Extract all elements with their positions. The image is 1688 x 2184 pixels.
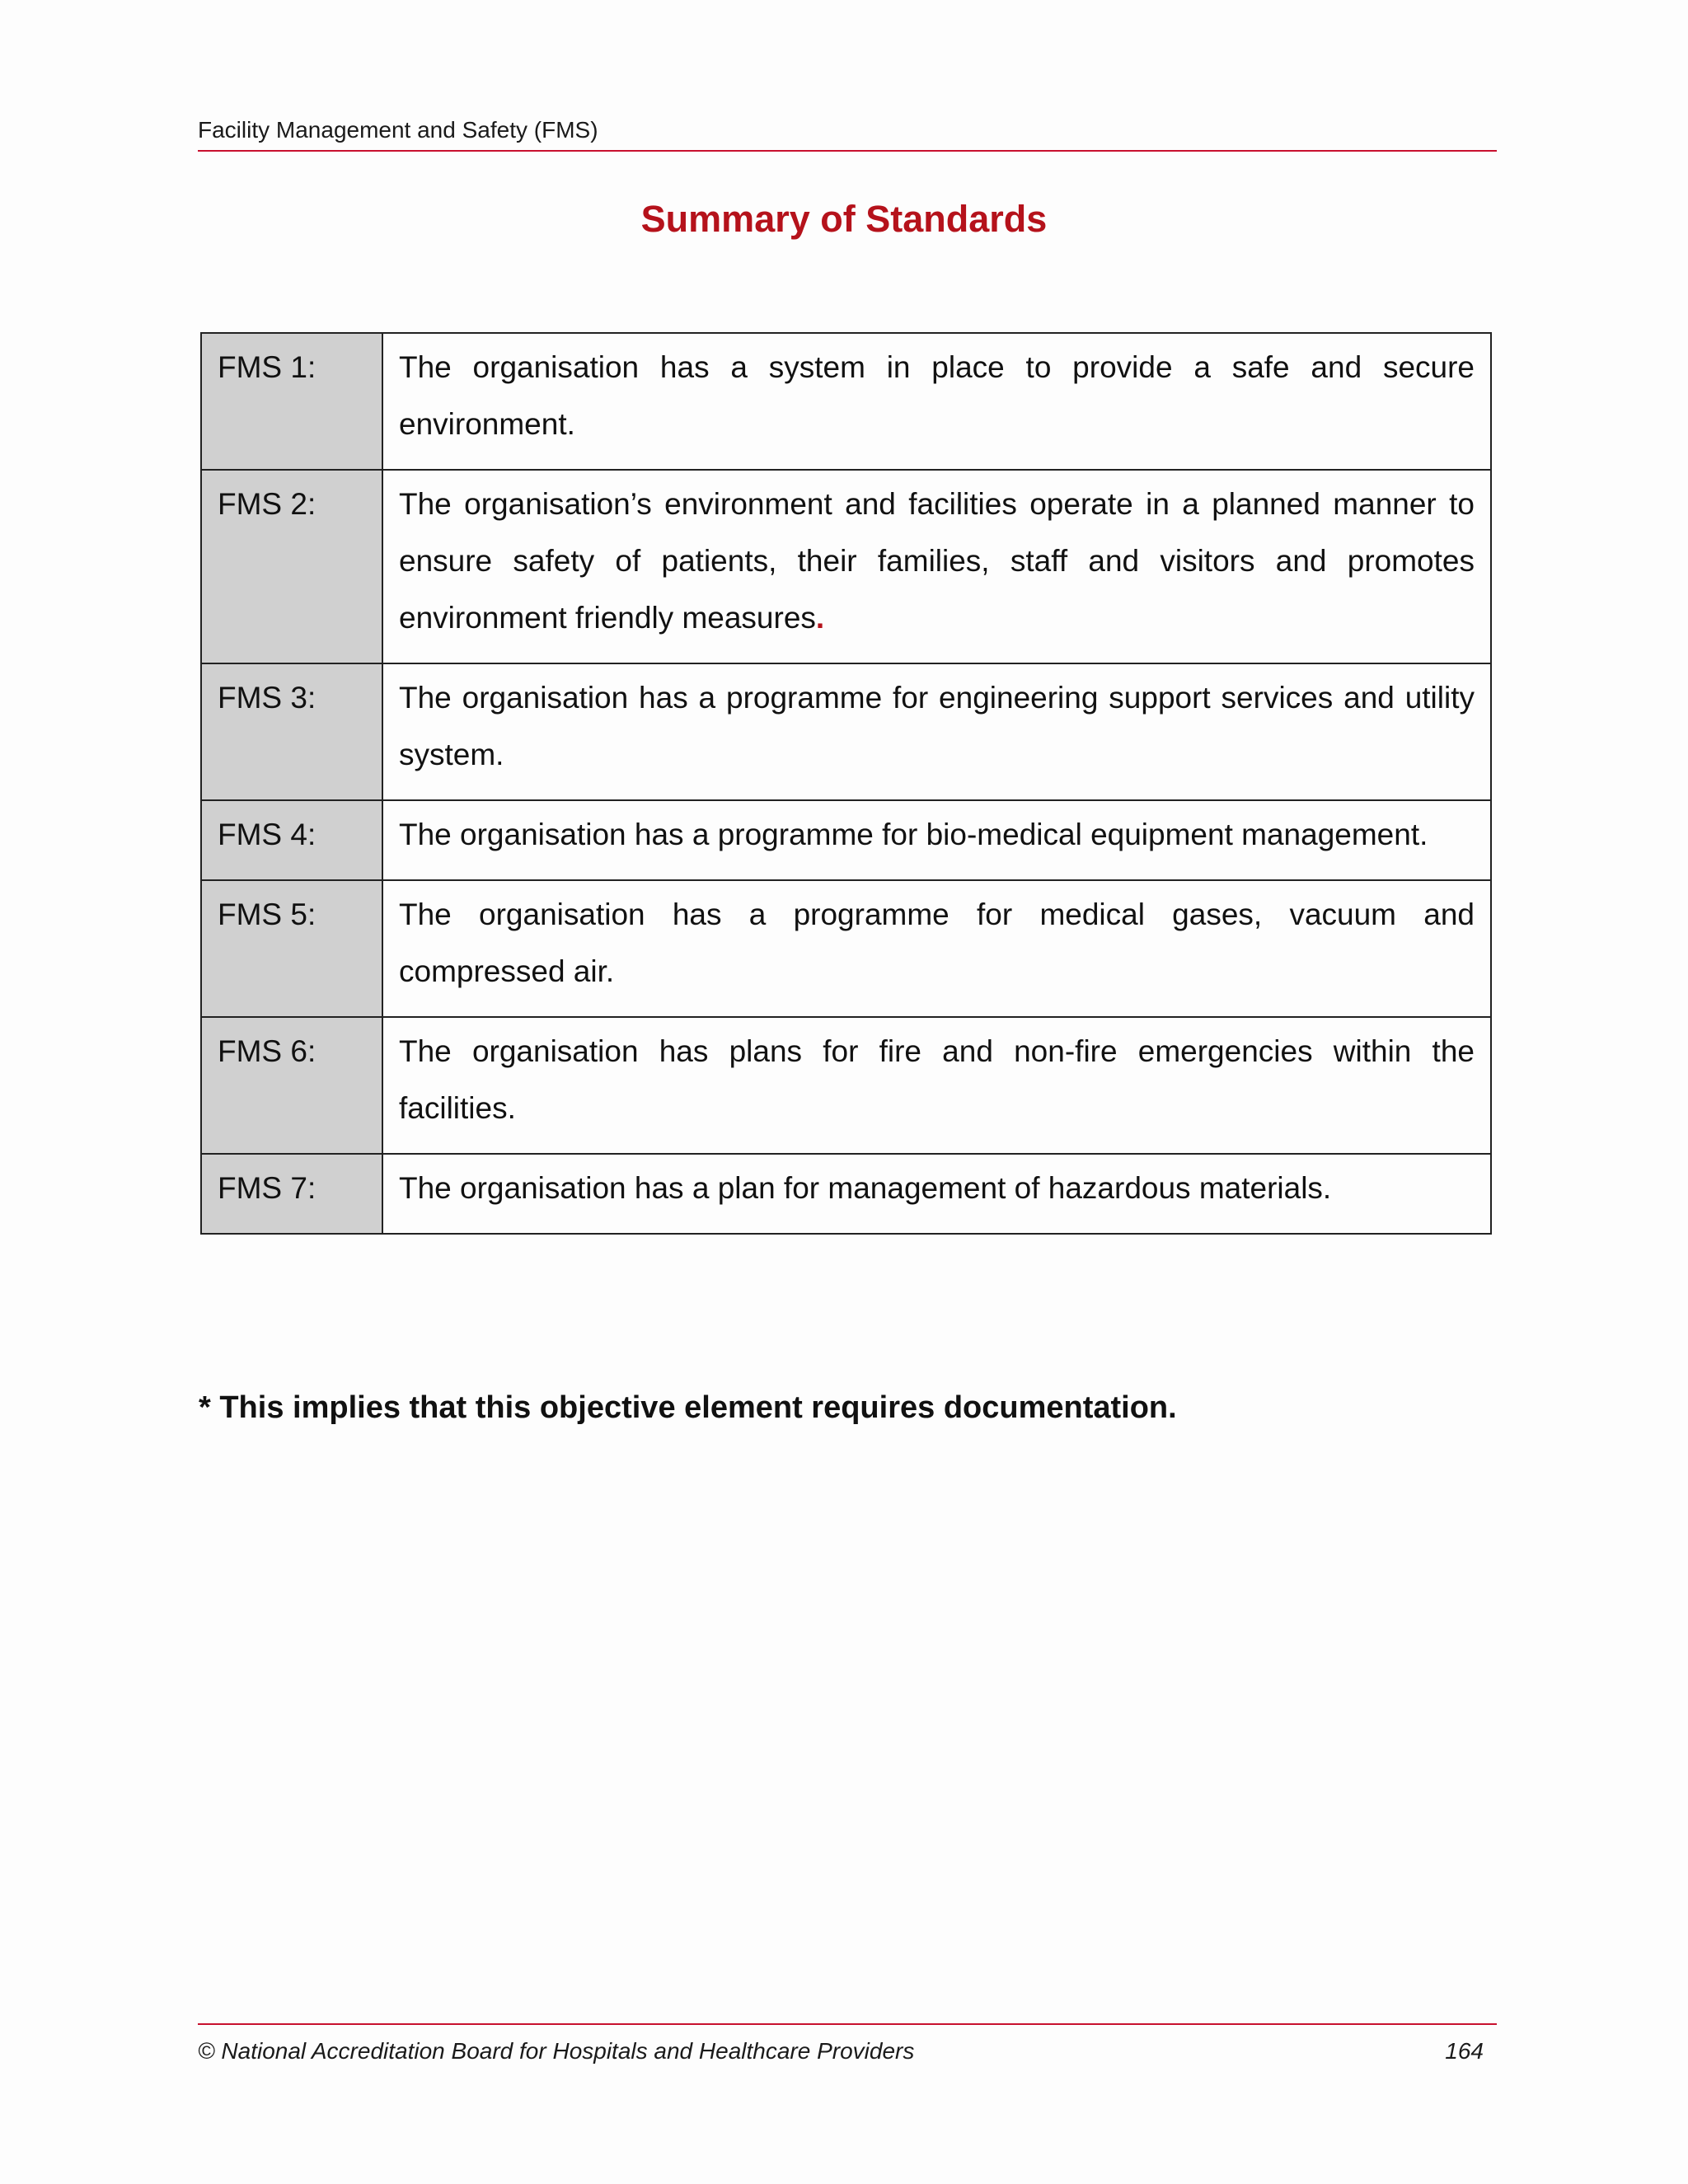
- table-row: [201, 880, 1491, 1017]
- standards-table: [200, 332, 1492, 1235]
- table-row: [201, 333, 1491, 470]
- footer-copyright: © National Accreditation Board for Hospitals and Healthcare Providers: [198, 2038, 915, 2064]
- standard-text: The organisation has a system in place to provide a safe and secure environment.: [382, 333, 1491, 470]
- page-number: 164: [1445, 2038, 1484, 2064]
- standard-text: The organisation has a programme for bio-medical equipment management.: [382, 800, 1491, 880]
- standard-text: The organisation has a programme for medical gases, vacuum and compressed air.: [382, 880, 1491, 1017]
- standard-text-cell: [382, 470, 1491, 663]
- standard-text-trailing: .: [815, 601, 825, 635]
- standard-text: The organisation’s environment and facilities operate in a planned manner to ensure safety of patients, their families, staff and visitors and promotes environment friendly measures: [399, 487, 1475, 635]
- table-row: [201, 1017, 1491, 1154]
- running-header: [198, 114, 1497, 152]
- standard-text: The organisation has a plan for management of hazardous materials.: [382, 1154, 1491, 1234]
- table-row: [201, 800, 1491, 880]
- page-footer: [198, 2023, 1497, 2068]
- documentation-note: * This implies that this objective element requires documentation.: [199, 1390, 1177, 1425]
- standard-text: The organisation has plans for fire and non-fire emergencies within the facilities.: [382, 1017, 1491, 1154]
- standard-id: FMS 3:: [201, 663, 382, 800]
- table-row: [201, 663, 1491, 800]
- table-row: [201, 470, 1491, 663]
- standard-text: The organisation has a programme for engineering support services and utility system.: [382, 663, 1491, 800]
- running-header-title: Facility Management and Safety (FMS): [198, 117, 598, 143]
- standard-id: FMS 7:: [201, 1154, 382, 1234]
- standard-id: FMS 6:: [201, 1017, 382, 1154]
- page-title: Summary of Standards: [640, 198, 1048, 240]
- standard-id: FMS 5:: [201, 880, 382, 1017]
- standard-id: FMS 4:: [201, 800, 382, 880]
- table-row: [201, 1154, 1491, 1234]
- standard-id: FMS 1:: [201, 333, 382, 470]
- standard-id: FMS 2:: [201, 470, 382, 663]
